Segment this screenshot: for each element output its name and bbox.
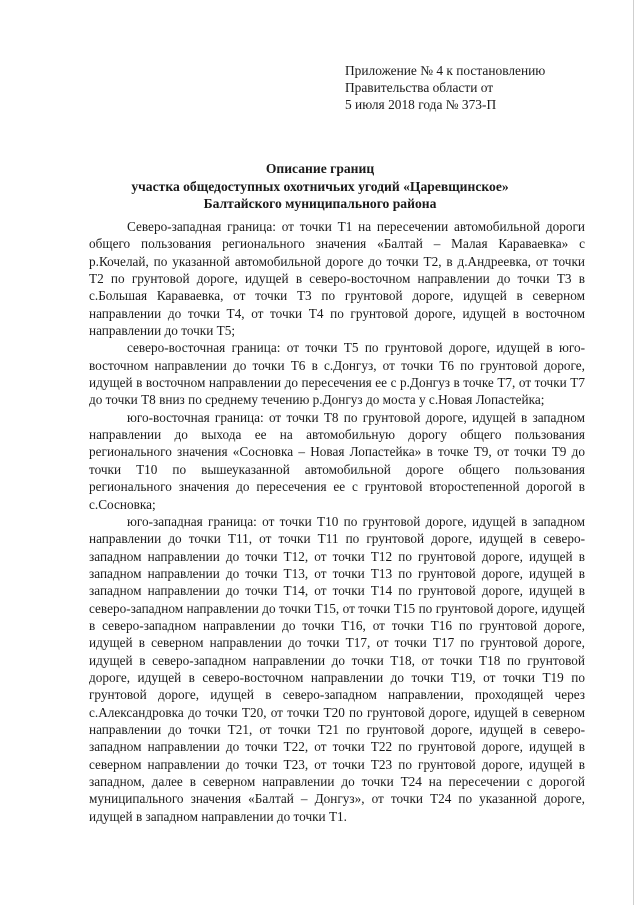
paragraph-southwest-border: юго-западная граница: от точки Т10 по грунтовой дороге, идущей в западном направлении до точки Т11, от точки Т11 по грунтовой дороге, идущей в северо-западном направлении до точки Т12, от точки Т12 по грунтовой дороге, идущей в западном направлении до точки Т13, от точки Т13 по грунтовой дороге, идущей в западном направлении до точки Т14, от точки Т14 по грунтовой дороге, идущей в северо-западном направлении до точки Т15, от точки Т15 по грунтовой дороге, идущей в северо-западном направлении до точки Т16, от точки Т16 по грунтовой дороге, идущей в северном направлении до точки Т17, от точки Т17 по грунтовой дороге, идущей в северо-западном направлении до точки Т18, от точки Т18 по грунтовой дороге, идущей в северо-восточном направлении до точки Т19, от точки Т19 по грунтовой дороге, идущей в северо-западном направлении, проходящей через с.Александровка до точки Т20, от точки Т20 по грунтовой дороге, идущей в северном направлении до точки Т21, от точки Т21 по грунтовой дороге, идущей в северо-западном направлении до точки Т22, от точки Т22 по грунтовой дороге, идущей в северном направлении до точки Т23, от точки Т23 по грунтовой дороге, идущей в западном, далее в северном направлении до точки Т24 на пересечении с дорогой муниципального значения «Балтай – Донгуз», от точки Т24 по указанной дороге, идущей в западном направлении до точки Т1. — [89, 513, 585, 824]
paragraph-northeast-border: северо-восточная граница: от точки Т5 по грунтовой дороге, идущей в юго-восточном направлении до точки Т6 в с.Донгуз, от точки Т6 по грунтовой дороге, идущей в восточном направлении до пересечения ее с р.Донгуз в точке Т7, от точки Т7 до точки Т8 вниз по среднему течению р.Донгуз до моста у с.Новая Лопастейка; — [89, 340, 585, 408]
appendix-line: 5 июля 2018 года № 373-П — [345, 97, 497, 112]
page-edge-line — [633, 0, 634, 905]
document-body — [89, 218, 585, 825]
title-line: участка общедоступных охотничьих угодий «Царевщинское» — [131, 178, 509, 194]
title-line: Описание границ — [265, 161, 375, 176]
title-line: Балтайского муниципального района — [203, 196, 437, 211]
paragraph-northwest-border: Северо-западная граница: от точки Т1 на пересечении автомобильной дороги общего пользования регионального значения «Балтай – Малая Караваевка» с р.Кочелай, по указанной автомобильной дороге до точки Т2, в д.Андреевка, от точки Т2 по грунтовой дороге, идущей в северо-восточном направлении до точки Т3 в с.Большая Караваевка, от точки Т3 по грунтовой дороге, идущей в северном направлении до точки Т4, от точки Т4 по грунтовой дороге, идущей в восточном направлении до точки Т5; — [89, 219, 585, 339]
appendix-line: Приложение № 4 к постановлению — [345, 63, 546, 78]
document-title — [80, 160, 560, 213]
appendix-header — [345, 62, 605, 113]
paragraph-southeast-border: юго-восточная граница: от точки Т8 по грунтовой дороге, идущей в западном направлении до выхода ее на автомобильную дорогу общего пользования регионального значения «Сосновка – Новая Лопастейка» в точке Т9, от точки Т9 до точки Т10 по вышеуказанной автомобильной дороге общего пользования регионального значения до пересечения ее с грунтовой второстепенной дорогой в с.Сосновка; — [89, 409, 585, 512]
appendix-line: Правительства области от — [345, 80, 494, 95]
